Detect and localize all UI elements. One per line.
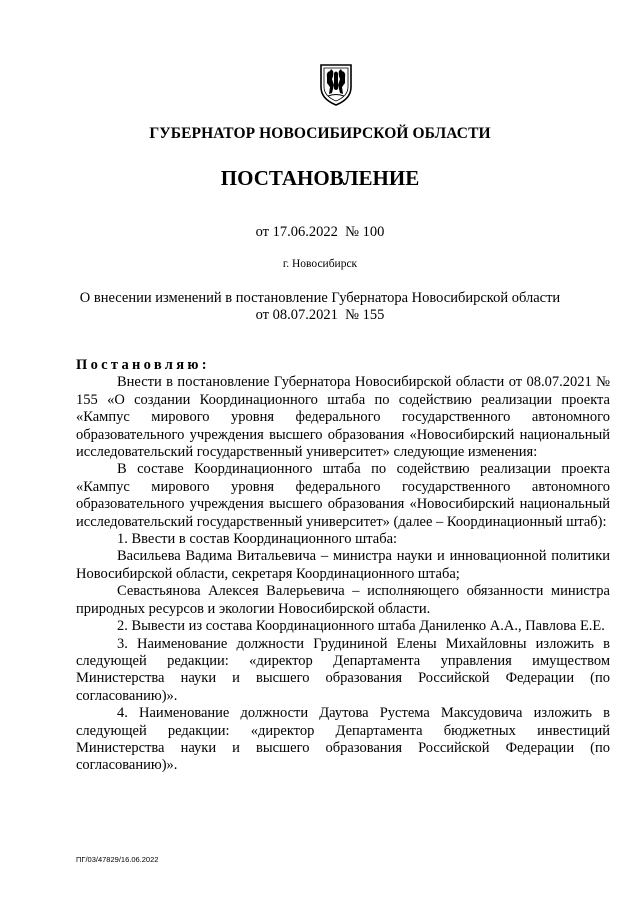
novosibirsk-coat-of-arms-icon [318, 63, 354, 107]
subject-line-2: от 08.07.2021 № 155 [255, 307, 385, 323]
document-date-number: от 17.06.2022 № 100 [255, 224, 385, 240]
subject-line-1: О внесении изменений в постановление Губернатора Новосибирской области [79, 290, 561, 306]
document-body [76, 357, 610, 775]
decree-word: Постановляю: [76, 357, 210, 373]
paragraph-item-2: 2. Вывести из состава Координационного штаба Даниленко А.А., Павлова Е.Е. [117, 618, 605, 635]
paragraph-item-4: 4. Наименование должности Даутова Рустема Максудовича изложить в следующей редакции: «директор Департамента бюджетных инвестиций Министерства науки и высшего образования Российской Федерации (по согласованию)». [76, 705, 610, 774]
document-city: г. Новосибирск [282, 258, 358, 270]
authority-title: ГУБЕРНАТОР НОВОСИБИРСКОЙ ОБЛАСТИ [149, 125, 491, 142]
paragraph-intro: Внести в постановление Губернатора Новосибирской области от 08.07.2021 № 155 «О создании Координационного штаба по содействию реализации проекта «Кампус мирового уровня федерального государственного автономного образовательного учреждения высшего образования «Новосибирский национальный исследовательский государственный университет» следующие изменения: [76, 374, 610, 461]
paragraph-member-sevastyanov: Севастьянова Алексея Валерьевича – исполняющего обязанности министра природных ресурсов и экологии Новосибирской области. [76, 583, 610, 617]
document-code: ПГ/03/47829/16.06.2022 [76, 855, 159, 864]
document-subject [0, 290, 640, 324]
document-type-title: ПОСТАНОВЛЕНИЕ [220, 166, 420, 190]
paragraph-item-1: 1. Ввести в состав Координационного штаба: [117, 531, 398, 548]
paragraph-composition: В составе Координационного штаба по содействию реализации проекта «Кампус мирового уровня федерального государственного автономного образовательного учреждения высшего образования «Новосибирский национальный исследовательский государственный университет» (далее – Координационный штаб): [76, 461, 610, 530]
paragraph-item-3: 3. Наименование должности Грудининой Елены Михайловны изложить в следующей редакции: «директор Департамента управления имуществом Министерства науки и высшего образования Российской Федерации (по согласованию)». [76, 635, 610, 704]
paragraph-member-vasiliev: Васильева Вадима Витальевича – министра науки и инновационной политики Новосибирской области, секретаря Координационного штаба; [76, 548, 610, 582]
